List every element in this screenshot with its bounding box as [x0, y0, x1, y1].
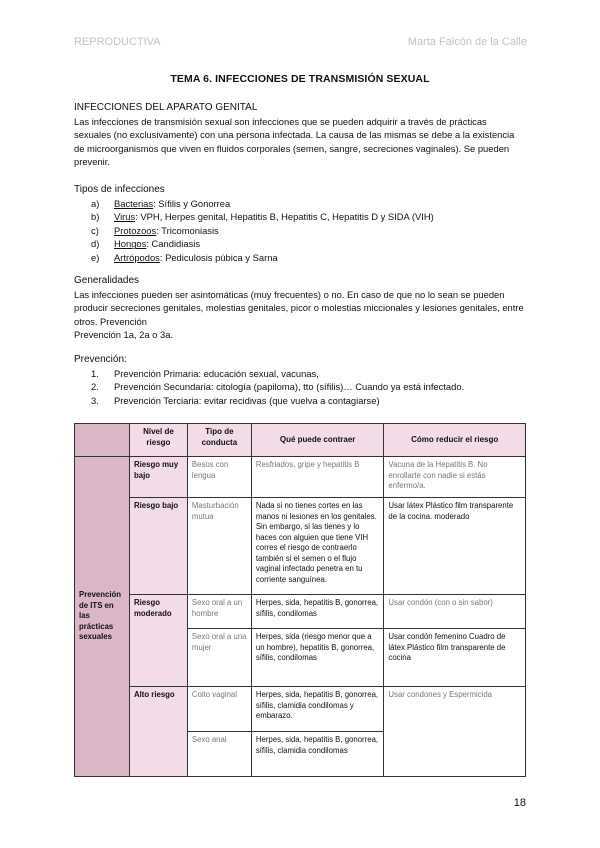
section-heading: Prevención: [74, 354, 127, 365]
risk-level: Riesgo bajo [129, 498, 187, 595]
table-cell: Nada si no tienes cortes en las manos ni lesiones en los genitales. Sin embargo, si las tienes y lo haces con alguien que tiene VIH corres el riesgo de contraerlo también si el semen o el flujo vaginal infectado penetra en tu corriente sanguínea. [251, 498, 384, 595]
section-paragraph: Las infecciones pueden ser asintomáticas (muy frecuentes) o no. En caso de que no lo sean se pueden producir secreciones genitales, molestias genitales, picor o molestias miccionales y lesiones genitales, entre otros. Prevención [74, 288, 524, 327]
header-cell: Nivel de riesgo [129, 424, 187, 457]
list-item: c) Protozoos: Tricomoniasis [91, 224, 219, 236]
table-cell: Usar condón (con o sin sabor) [384, 595, 526, 629]
risk-level: Riesgo muy bajo [129, 457, 187, 498]
list-item: b) Virus: VPH, Herpes genital, Hepatitis B, Hepatitis C, Hepatitis D y SIDA (VIH) [91, 211, 434, 223]
table-cell: Herpes, sida (riesgo menor que a un hombre), hepatitis B, gonorrea, sífilis, condilomas [251, 629, 384, 687]
risk-level: Alto riesgo [129, 687, 187, 777]
list-item: 1. Prevención Primaria: educación sexual, vacunas, [91, 367, 319, 379]
table-cell: Sexo anal [187, 732, 251, 777]
page-title: TEMA 6. INFECCIONES DE TRANSMISIÓN SEXUAL [170, 73, 430, 85]
list-item: a) Bacterias: Sífilis y Gonorrea [91, 197, 231, 209]
table-cell: Vacuna de la Hepatitis B. No enrollarte con nadie si estás enfermo/a. [384, 457, 526, 498]
side-label: Prevención de ITS en las prácticas sexuales [75, 457, 130, 777]
table-cell: Usar condones y Espermicida [384, 687, 526, 777]
list-item: 2. Prevención Secundaria: citología (papiloma), tto (sífilis)… Cuando ya está infectado. [91, 381, 465, 393]
table-cell: Herpes, sida, hepatitis B, gonorrea, sífilis, clamidia condilomas y embarazo. [251, 687, 384, 732]
section-heading: Generalidades [74, 275, 140, 286]
header-right: Marta Falcón de la Calle [407, 36, 527, 48]
table-corner [75, 424, 130, 457]
table-cell: Sexo oral a un hombre [187, 595, 251, 629]
list-item: 3. Prevención Terciaria: evitar recidivas (que vuelva a contagiarse) [91, 394, 380, 406]
table-cell: Resfriados, gripe y hepatitis B [251, 457, 384, 498]
its-prevention-table [74, 423, 526, 777]
table-cell: Herpes, sida, hepatitis B, gonorrea, sífilis, clamidia condilomas [251, 732, 384, 777]
section-types [74, 183, 526, 265]
header-cell: Tipo de conducta [187, 424, 251, 457]
table-cell: Usar látex Plástico film transparente de la cocina. moderado [384, 498, 526, 595]
table-cell: Coito vaginal [187, 687, 251, 732]
list-item: d) Hongos: Candidiasis [91, 238, 201, 250]
header-cell: Cómo reducir el riesgo [384, 424, 526, 457]
prevention-list [74, 367, 526, 408]
section-prevention [74, 353, 526, 407]
list-item: e) Artrópodos: Pediculosis púbica y Sarna [91, 251, 278, 263]
table-cell: Usar condón femenino Cuadro de látex Plástico film transparente de cocina [384, 629, 526, 687]
types-list [74, 197, 526, 265]
section-paragraph: Prevención 1a, 2a o 3a. [74, 329, 174, 341]
page-number: 18 [513, 797, 526, 809]
header-cell: Qué puede contraer [251, 424, 384, 457]
table-cell: Masturbación mutua [187, 498, 251, 595]
section-heading: Tipos de infecciones [74, 184, 165, 195]
table-cell: Sexo oral a una mujer [187, 629, 251, 687]
section-heading: INFECCIONES DEL APARATO GENITAL [74, 102, 258, 113]
header-left: REPRODUCTIVA [74, 36, 161, 48]
table-cell: Herpes, sida, hepatitis B, gonorrea, sífilis, condilomas [251, 595, 384, 629]
section-paragraph: Las infecciones de transmisión sexual son infecciones que se pueden adquirir a través de prácticas sexuales (no exclusivamente) con una persona infectada. La causa de las mismas se debe a la existencia de microorganismos que viven en fluidos corporales (semen, sangre, secreciones vaginales). Se pueden prevenir. [74, 115, 515, 168]
section-infections [74, 101, 526, 169]
table-cell: Besos con lengua [187, 457, 251, 498]
section-generalities [74, 274, 526, 342]
risk-level: Riesgo moderado [129, 595, 187, 687]
